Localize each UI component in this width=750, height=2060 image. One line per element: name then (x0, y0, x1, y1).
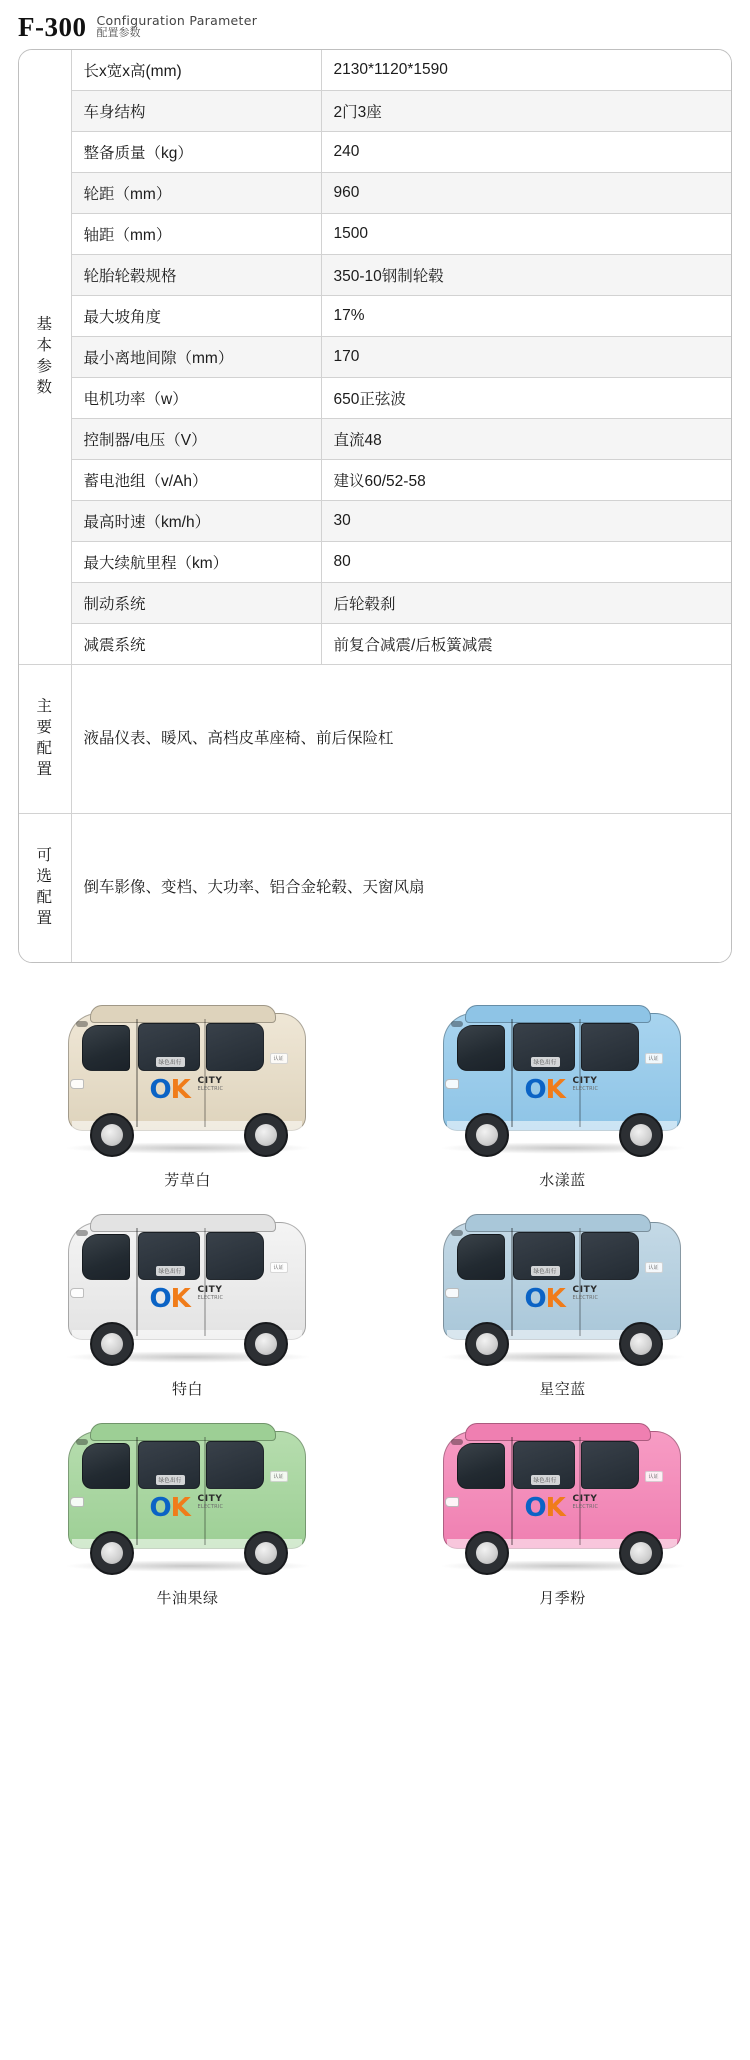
vehicle-mirror (76, 1230, 88, 1236)
table-row (19, 132, 731, 173)
param-name: 轮胎轮毂规格 (71, 255, 321, 296)
vehicle-city-label (573, 1495, 599, 1510)
color-name-label: 月季粉 (539, 1590, 586, 1607)
vehicle-badge-left: 绿色出行 (156, 1475, 185, 1485)
vehicle-badge-right: 认证 (270, 1471, 288, 1482)
vehicle-logo (525, 1495, 565, 1521)
group-label-text: 可选配置 (36, 847, 53, 927)
vehicle-roof (465, 1005, 651, 1023)
param-value: 650正弦波 (321, 378, 731, 419)
city-text: CITY (197, 1494, 223, 1504)
city-subtext: ELECTRIC (572, 1085, 599, 1092)
vehicle-door-seam (511, 1019, 513, 1127)
table-row (19, 50, 731, 91)
page-header (0, 0, 750, 49)
main-configuration-content (71, 665, 731, 814)
logo-text: OK (149, 1075, 190, 1105)
param-value: 350-10钢制轮毂 (321, 255, 731, 296)
color-option-1[interactable] (375, 989, 750, 1192)
vehicle-front-wheel (465, 1322, 509, 1366)
vehicle-roof (465, 1214, 651, 1232)
vehicle-illustration (38, 995, 338, 1163)
param-name: 制动系统 (71, 583, 321, 624)
main-configuration-text: 液晶仪表、暖风、高档皮革座椅、前后保险杠 (83, 729, 394, 747)
param-value: 建议60/52-58 (321, 460, 731, 501)
header-title-en: Configuration Parameter (96, 13, 258, 29)
table-row (19, 542, 731, 583)
vehicle-rear-wheel (244, 1531, 288, 1575)
table-row (19, 255, 731, 296)
vehicle-headlight (70, 1497, 84, 1507)
color-name-label: 牛油果绿 (156, 1590, 219, 1607)
vehicle-door-seam (511, 1437, 513, 1545)
table-row (19, 460, 731, 501)
city-subtext: ELECTRIC (197, 1294, 224, 1301)
vehicle-city-label (198, 1286, 224, 1301)
city-text: CITY (572, 1285, 598, 1295)
vehicle-badge-left: 绿色出行 (156, 1266, 185, 1276)
vehicle-front-wheel (90, 1531, 134, 1575)
vehicle-rear-wheel (619, 1322, 663, 1366)
vehicle-door-seam (136, 1019, 138, 1127)
param-value: 前复合减震/后板簧减震 (321, 624, 731, 665)
group-label-optional-config (19, 814, 71, 963)
param-name: 最小离地间隙（mm） (71, 337, 321, 378)
vehicle-roof (90, 1005, 276, 1023)
logo-text: OK (524, 1075, 565, 1105)
vehicle-headlight (70, 1079, 84, 1089)
group-label-text: 主要配置 (36, 698, 53, 778)
param-name: 最高时速（km/h） (71, 501, 321, 542)
vehicle-headlight (70, 1288, 84, 1298)
vehicle-headlight (445, 1288, 459, 1298)
vehicle-rear-window (206, 1441, 264, 1489)
param-name: 电机功率（w） (71, 378, 321, 419)
vehicle-badge-left: 绿色出行 (531, 1266, 560, 1276)
table-row (19, 814, 731, 963)
vehicle-roof (465, 1423, 651, 1441)
table-row (19, 91, 731, 132)
logo-text: OK (524, 1493, 565, 1523)
vehicle-mirror (76, 1021, 88, 1027)
table-row (19, 501, 731, 542)
param-name: 整备质量（kg） (71, 132, 321, 173)
vehicle-roof (90, 1423, 276, 1441)
param-value: 170 (321, 337, 731, 378)
table-row (19, 173, 731, 214)
param-name: 轮距（mm） (71, 173, 321, 214)
table-row (19, 583, 731, 624)
vehicle-logo (150, 1495, 190, 1521)
vehicle-rear-wheel (244, 1322, 288, 1366)
vehicle-door-seam (204, 1437, 206, 1545)
city-text: CITY (197, 1285, 223, 1295)
vehicle-door-seam (579, 1437, 581, 1545)
vehicle-door-seam (579, 1228, 581, 1336)
vehicle-windshield (82, 1025, 130, 1071)
spec-table-body (19, 50, 731, 962)
vehicle-windshield (82, 1443, 130, 1489)
param-value: 960 (321, 173, 731, 214)
city-subtext: ELECTRIC (572, 1294, 599, 1301)
table-row (19, 214, 731, 255)
param-name: 控制器/电压（V） (71, 419, 321, 460)
color-name-label: 芳草白 (164, 1172, 211, 1189)
param-value: 17% (321, 296, 731, 337)
vehicle-badge-left: 绿色出行 (156, 1057, 185, 1067)
city-text: CITY (572, 1076, 598, 1086)
vehicle-mirror (451, 1021, 463, 1027)
table-row (19, 337, 731, 378)
vehicle-rear-window (581, 1023, 639, 1071)
vehicle-windshield (457, 1025, 505, 1071)
param-value: 80 (321, 542, 731, 583)
color-name-label: 特白 (171, 1381, 203, 1398)
vehicle-mirror (76, 1439, 88, 1445)
param-name: 蓄电池组（v/Ah） (71, 460, 321, 501)
vehicle-badge-right: 认证 (645, 1262, 663, 1273)
optional-configuration-content (71, 814, 731, 963)
logo-text: OK (524, 1284, 565, 1314)
city-text: CITY (572, 1494, 598, 1504)
param-name: 最大续航里程（km） (71, 542, 321, 583)
param-name: 轴距（mm） (71, 214, 321, 255)
logo-text: OK (149, 1493, 190, 1523)
color-gallery (0, 989, 750, 1610)
color-name-label: 星空蓝 (539, 1381, 586, 1398)
vehicle-illustration (413, 1413, 713, 1581)
vehicle-front-wheel (465, 1531, 509, 1575)
color-option-4[interactable] (0, 1407, 375, 1610)
color-option-3[interactable] (375, 1198, 750, 1401)
vehicle-mirror (451, 1439, 463, 1445)
vehicle-logo (150, 1077, 190, 1103)
vehicle-headlight (445, 1497, 459, 1507)
param-name: 减震系统 (71, 624, 321, 665)
city-subtext: ELECTRIC (197, 1085, 224, 1092)
vehicle-rear-wheel (244, 1113, 288, 1157)
group-label-text: 基本参数 (36, 316, 53, 396)
param-value: 2门3座 (321, 91, 731, 132)
param-value: 直流48 (321, 419, 731, 460)
city-subtext: ELECTRIC (572, 1503, 599, 1510)
vehicle-city-label (573, 1077, 599, 1092)
vehicle-windshield (82, 1234, 130, 1280)
param-value: 30 (321, 501, 731, 542)
vehicle-windshield (457, 1443, 505, 1489)
param-value: 2130*1120*1590 (321, 50, 731, 91)
header-subtitle (96, 14, 257, 40)
vehicle-door-seam (204, 1019, 206, 1127)
spec-table (19, 50, 731, 962)
vehicle-headlight (445, 1079, 459, 1089)
specification-table (18, 49, 732, 963)
vehicle-windshield (457, 1234, 505, 1280)
vehicle-rear-window (206, 1023, 264, 1071)
vehicle-door-seam (511, 1228, 513, 1336)
vehicle-illustration (413, 995, 713, 1163)
vehicle-badge-right: 认证 (645, 1471, 663, 1482)
param-name: 最大坡角度 (71, 296, 321, 337)
vehicle-badge-right: 认证 (270, 1262, 288, 1273)
vehicle-rear-window (581, 1441, 639, 1489)
table-row (19, 296, 731, 337)
vehicle-logo (525, 1077, 565, 1103)
param-name: 长x宽x高(mm) (71, 50, 321, 91)
param-value: 后轮毂刹 (321, 583, 731, 624)
vehicle-roof (90, 1214, 276, 1232)
color-name-label: 水漾蓝 (539, 1172, 586, 1189)
vehicle-illustration (38, 1204, 338, 1372)
vehicle-illustration (38, 1413, 338, 1581)
table-row (19, 624, 731, 665)
vehicle-logo (525, 1286, 565, 1312)
group-label-main-config (19, 665, 71, 814)
vehicle-mirror (451, 1230, 463, 1236)
vehicle-rear-window (206, 1232, 264, 1280)
vehicle-rear-wheel (619, 1113, 663, 1157)
param-value: 1500 (321, 214, 731, 255)
color-option-2[interactable] (0, 1198, 375, 1401)
vehicle-city-label (198, 1495, 224, 1510)
vehicle-city-label (198, 1077, 224, 1092)
vehicle-door-seam (204, 1228, 206, 1336)
vehicle-badge-right: 认证 (270, 1053, 288, 1064)
vehicle-rear-window (581, 1232, 639, 1280)
vehicle-badge-left: 绿色出行 (531, 1475, 560, 1485)
vehicle-badge-left: 绿色出行 (531, 1057, 560, 1067)
logo-text: OK (149, 1284, 190, 1314)
vehicle-badge-right: 认证 (645, 1053, 663, 1064)
model-name: F-300 (18, 12, 87, 42)
param-name: 车身结构 (71, 91, 321, 132)
vehicle-front-wheel (90, 1322, 134, 1366)
group-label-basic (19, 50, 71, 665)
city-text: CITY (197, 1076, 223, 1086)
city-subtext: ELECTRIC (197, 1503, 224, 1510)
vehicle-front-wheel (90, 1113, 134, 1157)
vehicle-logo (150, 1286, 190, 1312)
table-row (19, 665, 731, 814)
color-option-5[interactable] (375, 1407, 750, 1610)
color-option-0[interactable] (0, 989, 375, 1192)
vehicle-front-wheel (465, 1113, 509, 1157)
vehicle-city-label (573, 1286, 599, 1301)
param-value: 240 (321, 132, 731, 173)
optional-configuration-text: 倒车影像、变档、大功率、铝合金轮毂、天窗风扇 (83, 878, 425, 896)
vehicle-illustration (413, 1204, 713, 1372)
vehicle-door-seam (579, 1019, 581, 1127)
vehicle-door-seam (136, 1228, 138, 1336)
table-row (19, 419, 731, 460)
table-row (19, 378, 731, 419)
vehicle-door-seam (136, 1437, 138, 1545)
vehicle-rear-wheel (619, 1531, 663, 1575)
header-title-cn: 配置参数 (96, 27, 141, 40)
